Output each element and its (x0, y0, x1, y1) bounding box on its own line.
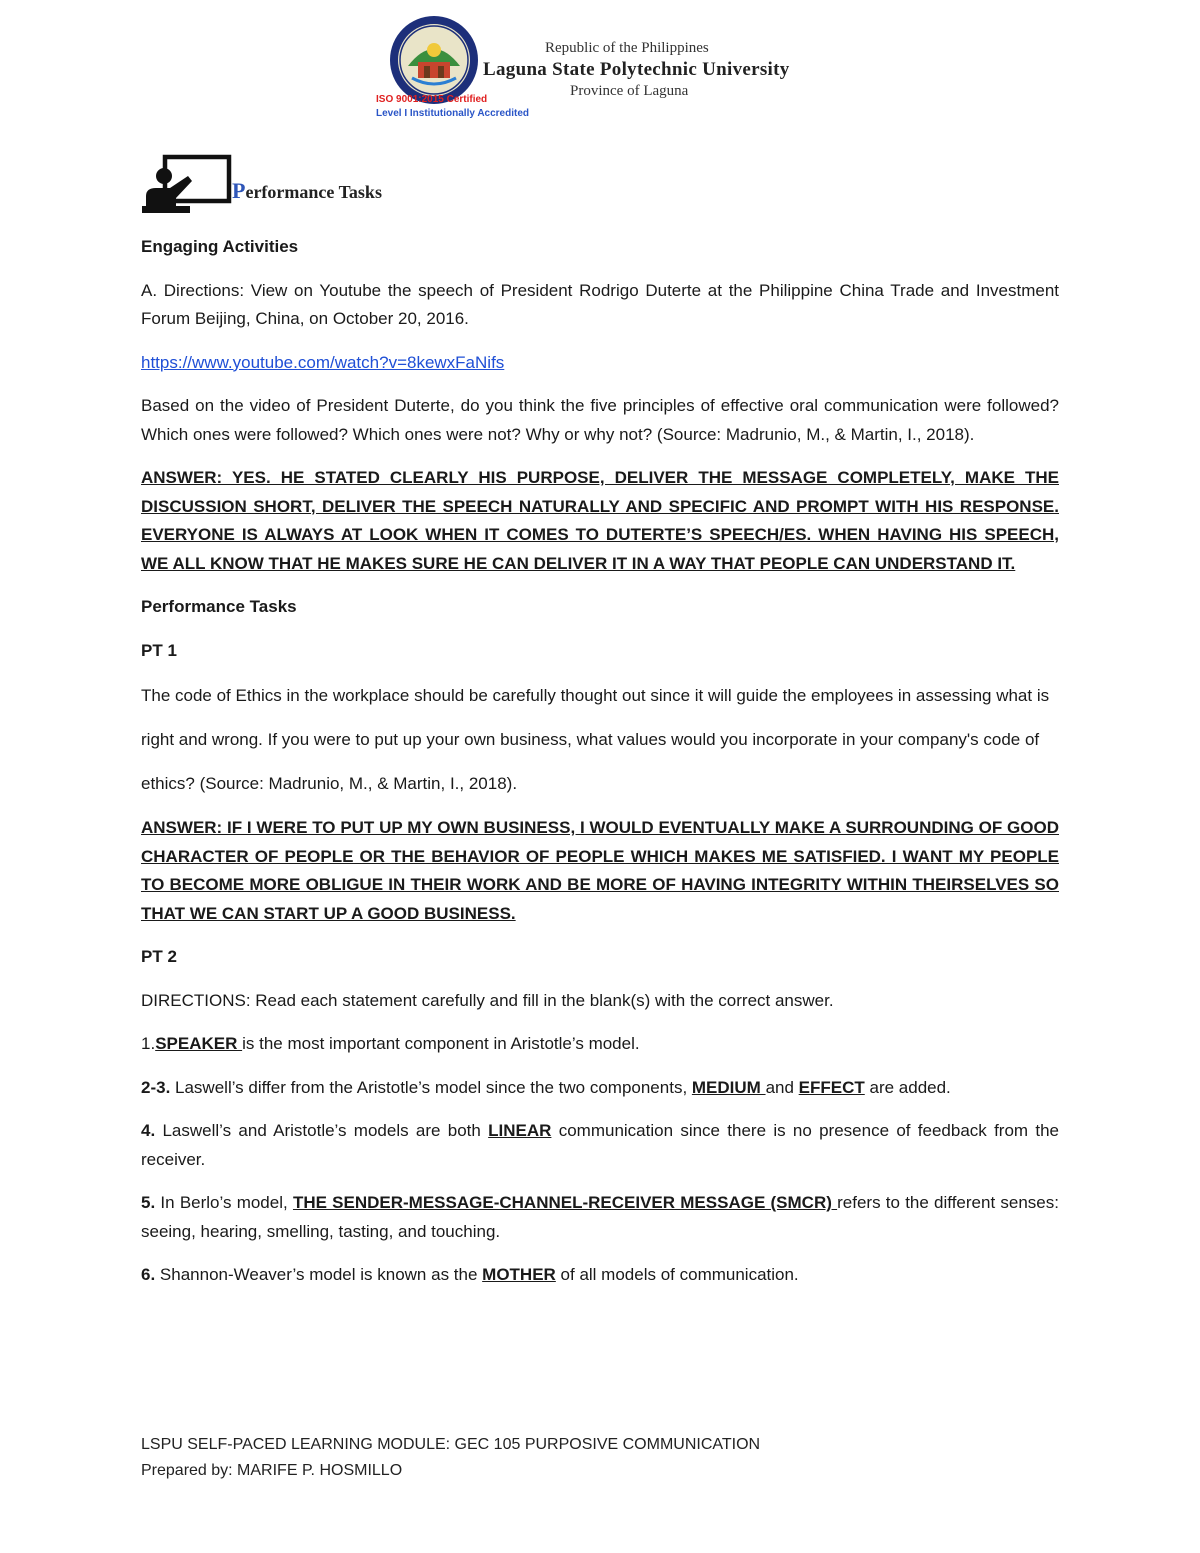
item-text: Laswell’s and Aristotle’s models are both (155, 1121, 489, 1140)
item-text: In Berlo’s model, (155, 1193, 293, 1212)
item-number: 4. (141, 1121, 156, 1140)
pt2-item-2-3 (141, 1074, 1059, 1103)
engaging-answer: ANSWER: YES. HE STATED CLEARLY HIS PURPOSE, DELIVER THE MESSAGE COMPLETELY, MAKE THE DISCUSSION SHORT, DELIVER THE SPEECH NATURALLY AND SPECIFIC AND PROMPT WITH HIS RESPONSE. EVERYONE IS ALWAYS AT LOOK WHEN IT COMES TO DUTERTE’S SPEECH/ES. WHEN HAVING HIS SPEECH, WE ALL KNOW THAT HE MAKES SURE HE CAN DELIVER IT IN A WAY THAT PEOPLE CAN UNDERSTAND IT. (141, 468, 1059, 573)
pt1-answer: ANSWER: IF I WERE TO PUT UP MY OWN BUSINESS, I WOULD EVENTUALLY MAKE A SURROUNDING OF GOOD CHARACTER OF PEOPLE OR THE BEHAVIOR OF PEOPLE WHICH MAKES ME SATISFIED. I WANT MY PEOPLE TO BECOME MORE OBLIGUE IN THEIR WORK AND BE MORE OF HAVING INTEGRITY WITHIN THEIRSELVES SO THAT WE CAN START UP A GOOD BUSINESS. (141, 818, 1059, 923)
pt2-label: PT 2 (141, 947, 177, 966)
video-link-paragraph (141, 349, 1059, 378)
answer-blank: MOTHER (482, 1265, 556, 1284)
performance-tasks-heading: Performance Tasks (141, 597, 297, 616)
pt1-question: The code of Ethics in the workplace should be carefully thought out since it will guide the employees in assessing what is right and wrong. If you were to put up your own business, what values would you incorporate in your company's code of ethics? (Source: Madrunio, M., & Martin, I., 2018). (141, 686, 1050, 793)
item-text: refers to the different senses: seeing, hearing, smelling, tasting, and touching. (141, 1193, 1059, 1241)
footer-module-title: LSPU SELF-PACED LEARNING MODULE: GEC 105 PURPOSIVE COMMUNICATION (141, 1436, 761, 1453)
document-body (141, 233, 1059, 1305)
item-number: 2-3. (141, 1077, 171, 1097)
page-footer (141, 1432, 760, 1484)
item-text: is the most important component in Aristotle’s model. (242, 1034, 640, 1053)
pt2-item-1 (141, 1030, 1059, 1059)
pt2-item-6 (141, 1261, 1059, 1290)
pt2-directions: DIRECTIONS: Read each statement carefully and fill in the blank(s) with the correct answer. (141, 990, 834, 1010)
item-text: communication since there is no presence of feedback from the receiver. (141, 1121, 1059, 1169)
item-text: and (765, 1077, 799, 1097)
university-seal-logo (388, 14, 480, 106)
pt2-item-5 (141, 1189, 1059, 1246)
item-number: 5. (141, 1193, 156, 1212)
answer-blank: EFFECT (798, 1077, 865, 1097)
answer-blank: SPEAKER (155, 1034, 243, 1053)
section-title-initial: P (232, 178, 246, 203)
iso-certification-text: ISO 9001:2015 Certified (376, 94, 488, 105)
item-number: 1. (141, 1034, 156, 1053)
item-number: 6. (141, 1265, 156, 1284)
item-text: of all models of communication. (555, 1265, 799, 1284)
item-text: Laswell’s differ from the Aristotle’s model since the two components, (170, 1077, 692, 1097)
answer-blank: LINEAR (488, 1121, 552, 1140)
university-name: Laguna State Polytechnic University (483, 59, 790, 80)
accreditation-text: Level I Institutionally Accredited (376, 108, 529, 119)
teacher-board-icon (142, 154, 234, 214)
answer-blank: MEDIUM (691, 1077, 766, 1097)
pt1-label: PT 1 (141, 640, 177, 660)
engaging-directions: A. Directions: View on Youtube the speech of President Rodrigo Duterte at the Philippine China Trade and Investment Forum Beijing, China, on October 20, 2016. (141, 280, 1059, 328)
item-text: are added. (864, 1077, 951, 1097)
republic-text: Republic of the Philippines (545, 40, 709, 56)
item-text: Shannon-Weaver’s model is known as the (155, 1265, 483, 1284)
section-title-rest: erformance Tasks (245, 182, 382, 202)
engaging-question: Based on the video of President Duterte, do you think the five principles of effective oral communication were followed? Which ones were followed? Which ones were not? Why or why not? (Source: Madrunio, M., & Martin, I., 2018). (141, 396, 1059, 444)
youtube-link[interactable]: https://www.youtube.com/watch?v=8kewxFaNifs (141, 352, 505, 372)
footer-prepared-by: Prepared by: MARIFE P. HOSMILLO (141, 1462, 403, 1479)
section-title (232, 178, 382, 204)
engaging-activities-heading: Engaging Activities (141, 237, 299, 256)
pt2-item-4 (141, 1117, 1059, 1174)
province-text: Province of Laguna (570, 83, 689, 99)
answer-blank: THE SENDER-MESSAGE-CHANNEL-RECEIVER MESSAGE (SMCR) (292, 1193, 838, 1212)
